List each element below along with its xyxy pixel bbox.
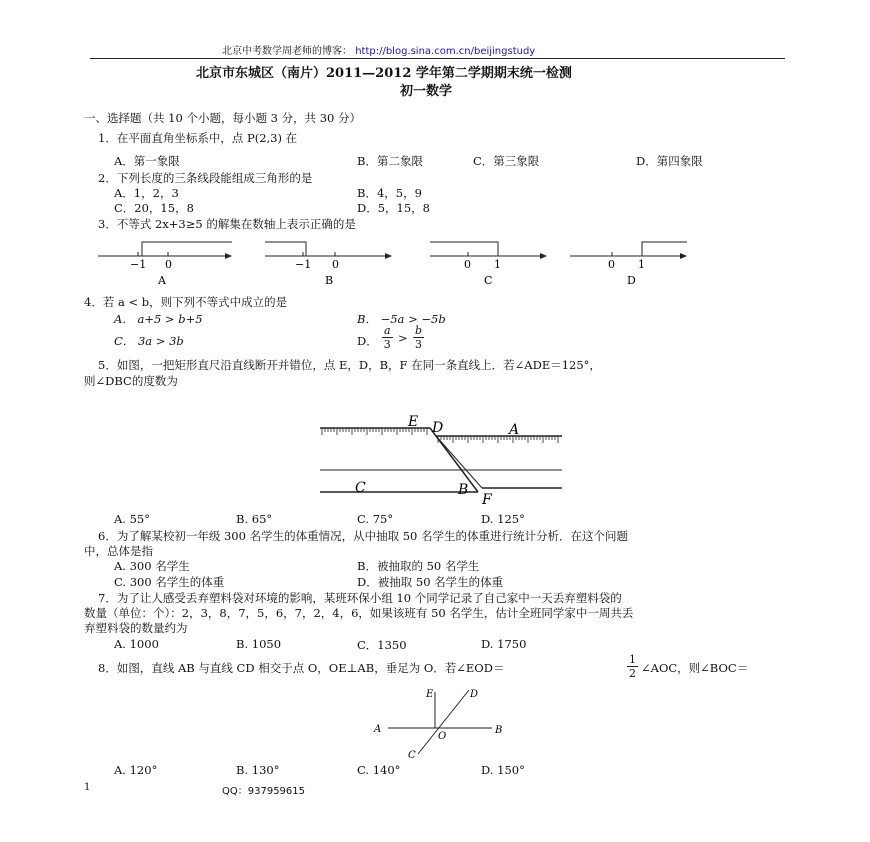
q6-stem-cont: 中，总体是指 [84, 544, 153, 558]
number-line-d[interactable] [570, 242, 687, 287]
tick-label: 1 [494, 258, 501, 271]
q8-lines-figure [368, 684, 518, 762]
q5-stem-cont: 则∠DBC的度数为 [84, 374, 178, 388]
q4-fraction-a-over-3: a 3 [383, 324, 391, 351]
tick-label: 0 [464, 258, 471, 271]
q6-stem: 6．为了解某校初一年级 300 名学生的体重情况，从中抽取 50 名学生的体重进行统计分析．在这个问题 [98, 529, 629, 543]
point-label-d: D [470, 689, 479, 700]
q6-option-c[interactable]: C. 300 名学生的体重 [114, 575, 225, 589]
exam-subject: 初一数学 [400, 84, 453, 99]
blog-url-link[interactable]: http://blog.sina.com.cn/beijingstudy [355, 46, 536, 57]
q7-stem: 7．为了让人感受丢弃塑料袋对环境的影响，某班环保小组 10 个同学记录了自己家中一天丢弃塑料袋的 [98, 591, 622, 605]
q4-option-d[interactable] [357, 333, 378, 349]
q4-option-a[interactable]: A． a+5 > b+5 [114, 312, 203, 326]
q4-option-b[interactable]: B． −5a > −5b [357, 312, 446, 326]
q6-option-b[interactable]: B．被抽取的 50 名学生 [357, 559, 480, 573]
q5-ruler-figure [310, 408, 570, 508]
point-label-o: O [438, 731, 447, 742]
point-label-c: C [408, 750, 416, 761]
q8-stem-end: ∠AOC，则∠BOC＝ [641, 661, 749, 675]
q3-stem: 3．不等式 2x+3≥5 的解集在数轴上表示正确的是 [98, 217, 356, 231]
q5-option-d[interactable]: D. 125° [481, 512, 525, 526]
option-label-d: D [627, 274, 636, 287]
tick-label: 0 [165, 258, 172, 271]
tick-label: 0 [332, 258, 339, 271]
ruler-ticks-right [438, 436, 558, 443]
q7-option-d[interactable]: D. 1750 [481, 637, 527, 651]
page-number: 1 [84, 782, 91, 793]
q1-option-c[interactable]: C．第三象限 [473, 154, 540, 168]
point-label-c: C [355, 480, 366, 496]
q8-stem: 8．如图，直线 AB 与直线 CD 相交于点 O，OE⊥AB，垂足为 O．若∠EOD＝ [98, 661, 505, 675]
q1-option-a[interactable]: A．第一象限 [114, 154, 180, 168]
q5-option-b[interactable]: B. 65° [236, 512, 273, 526]
point-label-d: D [432, 420, 444, 436]
blog-label: 北京中考数学周老师的博客： [222, 46, 352, 57]
tick-label: 1 [638, 258, 645, 271]
point-label-b: B [458, 482, 469, 498]
q8-option-a[interactable]: A. 120° [114, 763, 158, 777]
option-label-b: B [325, 274, 334, 287]
exam-title: 北京市东城区（南片）2011—2012 学年第二学期期末统一检测 [196, 66, 572, 81]
point-label-b: B [495, 725, 503, 736]
q7-option-a[interactable]: A. 1000 [114, 637, 159, 651]
q4-stem: 4．若 a < b，则下列不等式中成立的是 [84, 295, 288, 309]
number-line-b[interactable] [265, 242, 392, 287]
q7-option-b[interactable]: B. 1050 [236, 637, 282, 651]
q6-option-d[interactable]: D．被抽取 50 名学生的体重 [357, 575, 504, 589]
tick-label: 0 [608, 258, 615, 271]
q2-stem: 2．下列长度的三条线段能组成三角形的是 [98, 171, 313, 185]
number-line-c[interactable] [430, 242, 547, 287]
q2-option-d[interactable]: D．5，15，8 [357, 201, 430, 215]
q7-option-c[interactable]: C．1350 [357, 638, 407, 652]
header-rule [90, 58, 785, 59]
q4-relation: > [398, 331, 408, 345]
point-label-e: E [408, 414, 419, 430]
tick-label: −1 [295, 258, 312, 271]
q7-stem-cont2: 弃塑料袋的数量约为 [84, 621, 188, 635]
qq-contact: QQ：937959615 [222, 786, 306, 797]
q2-option-b[interactable]: B．4，5，9 [357, 186, 422, 200]
point-label-a: A [374, 724, 382, 735]
number-line-a[interactable] [98, 242, 232, 287]
option-letter: D． [357, 334, 378, 348]
q6-option-a[interactable]: A. 300 名学生 [114, 559, 190, 573]
q8-option-d[interactable]: D. 150° [481, 763, 525, 777]
q4-fraction-b-over-3: b 3 [415, 324, 423, 351]
q4-option-c[interactable]: C． 3a > 3b [114, 334, 184, 348]
point-label-a: A [509, 422, 520, 438]
q1-option-d[interactable]: D．第四象限 [636, 154, 703, 168]
q2-option-c[interactable]: C．20，15，8 [114, 201, 194, 215]
blog-header [222, 42, 535, 57]
q3-number-lines [90, 236, 700, 292]
point-label-f: F [482, 492, 492, 508]
q5-option-c[interactable]: C. 75° [357, 512, 394, 526]
q8-option-c[interactable]: C. 140° [357, 763, 401, 777]
option-label-a: A [158, 274, 166, 287]
q7-stem-cont: 数量（单位：个）：2，3，8，7，5，6，7，2，4，6，如果该班有 50 名学生，估计全班同学家中一周共丢 [84, 606, 634, 620]
point-label-e: E [426, 689, 434, 700]
q1-stem: 1．在平面直角坐标系中，点 P(2,3) 在 [98, 131, 298, 145]
q8-fraction: 1 2 [629, 653, 636, 680]
q2-option-a[interactable]: A．1，2，3 [114, 186, 179, 200]
option-label-c: C [484, 274, 493, 287]
q1-option-b[interactable]: B．第二象限 [357, 154, 423, 168]
q8-option-b[interactable]: B. 130° [236, 763, 280, 777]
section-heading: 一、选择题（共 10 个小题，每小题 3 分，共 30 分） [84, 111, 362, 125]
tick-label: −1 [130, 258, 147, 271]
q5-stem: 5．如图，一把矩形直尺沿直线断开并错位，点 E，D，B，F 在同一条直线上．若∠ADE＝125°， [98, 358, 601, 372]
q5-option-a[interactable]: A. 55° [114, 512, 150, 526]
